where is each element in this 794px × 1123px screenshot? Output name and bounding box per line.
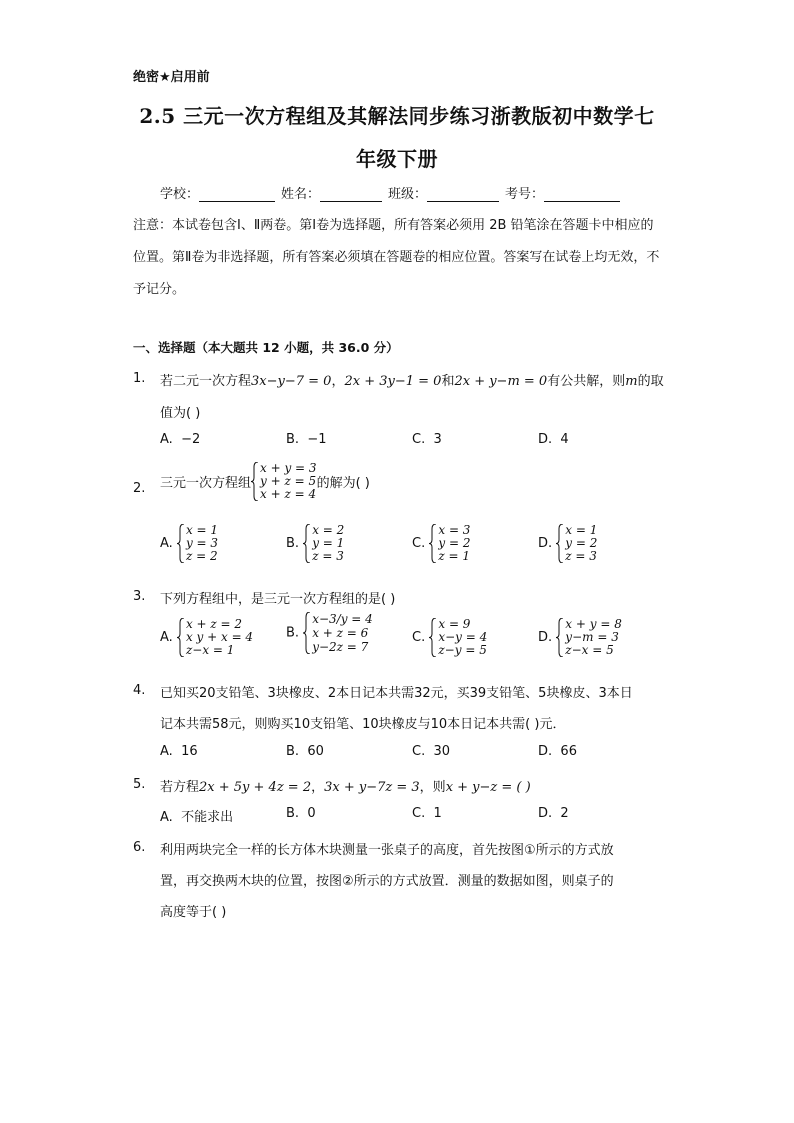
left-brace-icon (303, 524, 311, 563)
left-brace-icon (251, 462, 259, 501)
page-title-line2: 年级下册 (356, 147, 438, 171)
question-number: 2. (133, 481, 146, 496)
q5-option-c[interactable]: C. 1 (412, 806, 442, 821)
question-number: 5. (133, 777, 146, 792)
q2-option-b[interactable]: B. x = 2 y = 1 z = 3 (286, 523, 345, 563)
left-brace-icon (177, 618, 185, 657)
q2-option-a[interactable]: A. x = 1 y = 3 z = 2 (160, 523, 219, 563)
q4-option-d[interactable]: D. 66 (538, 744, 577, 759)
q1-option-d[interactable]: D. 4 (538, 432, 569, 447)
q4-option-a[interactable]: A. 16 (160, 744, 198, 759)
question-5-text: 若方程2x + 5y + 4z = 2，3x + y−7z = 3，则x + y−z = ( ) (160, 780, 531, 795)
q2-option-d[interactable]: D. x = 1 y = 2 z = 3 (538, 523, 598, 563)
question-2-text: 三元一次方程组 x + y = 3 y + z = 5 x + z = 4 的解为( ) (160, 461, 370, 501)
question-1-line1: 若二元一次方程3x−y−7 = 0，2x + 3y−1 = 0和2x + y−m = 0有公共解，则m的取 (160, 374, 664, 389)
q4-option-c[interactable]: C. 30 (412, 744, 451, 759)
question-number: 4. (133, 683, 146, 698)
question-6-line1: 利用两块完全一样的长方体木块测量一张桌子的高度，首先按图①所示的方式放 (160, 843, 614, 858)
question-1-line2: 值为( ) (160, 406, 201, 421)
class-blank[interactable] (427, 188, 499, 202)
left-brace-icon (429, 524, 437, 563)
q1-option-a[interactable]: A. −2 (160, 432, 201, 447)
q1-option-c[interactable]: C. 3 (412, 432, 442, 447)
q4-option-b[interactable]: B. 60 (286, 744, 324, 759)
q5-option-a[interactable]: A. 不能求出 (160, 810, 234, 825)
left-brace-icon (556, 524, 564, 563)
student-info-row (160, 183, 626, 202)
school-blank[interactable] (199, 188, 275, 202)
q3-option-d[interactable]: D. x + y = 8 y−m = 3 z−x = 5 (538, 617, 622, 657)
q3-option-b[interactable]: B. x−3/y = 4 x + z = 6 y−2z = 7 (286, 612, 373, 654)
q2-option-c[interactable]: C. x = 3 y = 2 z = 1 (412, 523, 471, 563)
q1-option-b[interactable]: B. −1 (286, 432, 327, 447)
q5-option-d[interactable]: D. 2 (538, 806, 569, 821)
question-4-line2: 记本共需58元，则购买10支铅笔、10块橡皮与10本日记本共需( )元． (160, 717, 566, 732)
question-number: 3. (133, 589, 146, 604)
name-label: 姓名： (281, 187, 321, 202)
q3-option-c[interactable]: C. x = 9 x−y = 4 z−y = 5 (412, 617, 488, 657)
class-label: 班级： (388, 187, 428, 202)
q3-option-a[interactable]: A. x + z = 2 x y + x = 4 z−x = 1 (160, 617, 254, 657)
question-6-line3: 高度等于( ) (160, 905, 227, 920)
question-6-line2: 置，再交换两木块的位置，按图②所示的方式放置．测量的数据如图，则桌子的 (160, 874, 614, 889)
left-brace-icon (429, 618, 437, 657)
q5-option-b[interactable]: B. 0 (286, 806, 316, 821)
question-3-text: 下列方程组中，是三元一次方程组的是( ) (160, 592, 396, 607)
left-brace-icon (177, 524, 185, 563)
school-label: 学校： (160, 187, 200, 202)
page-title-line1: 2.5 三元一次方程组及其解法同步练习浙教版初中数学七 (139, 104, 655, 128)
confidential-label: 绝密★启用前 (133, 70, 210, 85)
exam-notice: 注意：本试卷包含Ⅰ、Ⅱ两卷。第Ⅰ卷为选择题，所有答案必须用 2B 铅笔涂在答题卡中相应的位置。第Ⅱ卷为非选择题，所有答案必须填在答题卷的相应位置。答案写在试卷上均无效，不予记分。 (133, 218, 660, 297)
left-brace-icon (303, 612, 311, 654)
question-number: 1. (133, 371, 146, 386)
equation-system: x + y = 3 y + z = 5 x + z = 4 (251, 462, 317, 501)
exam-no-label: 考号： (505, 187, 545, 202)
exam-no-blank[interactable] (544, 188, 620, 202)
question-4-line1: 已知买20支铅笔、3块橡皮、2本日记本共需32元，买39支铅笔、5块橡皮、3本日 (160, 686, 633, 701)
name-blank[interactable] (320, 188, 382, 202)
question-number: 6. (133, 840, 146, 855)
section-heading: 一、选择题（本大题共 12 小题，共 36.0 分） (133, 340, 399, 355)
left-brace-icon (556, 618, 564, 657)
